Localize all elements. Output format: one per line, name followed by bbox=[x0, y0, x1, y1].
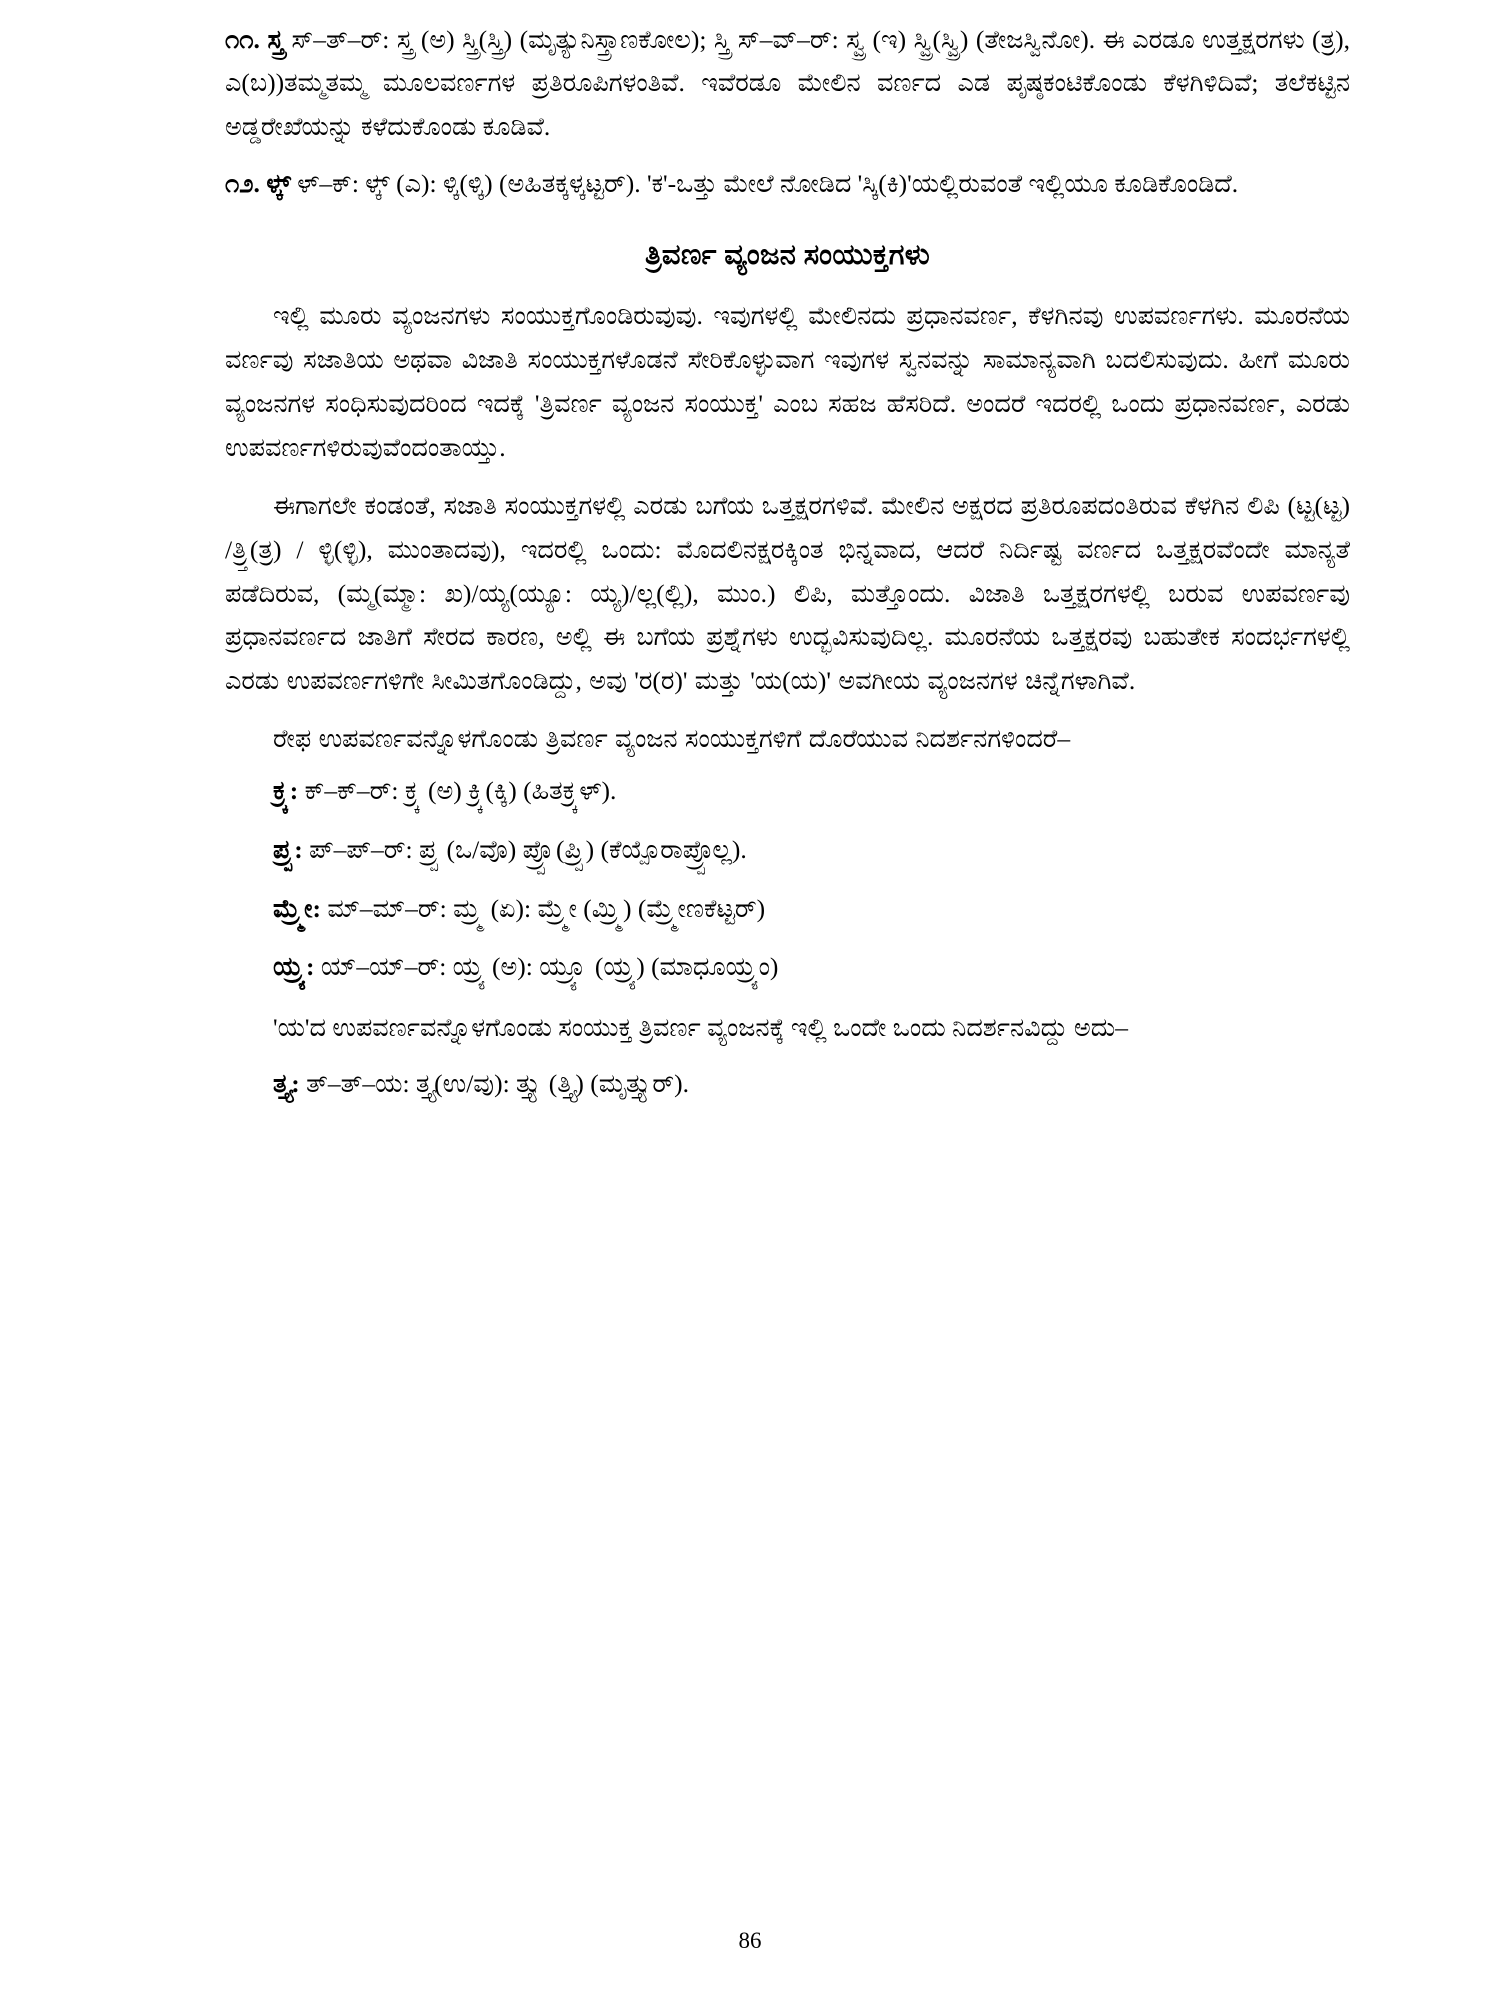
example-text: ಪ್–ಪ್–ರ್: ಪ್ರ್ಪ (ಒ/ವೊ) ಪ್ರ್ಪೊ(ಪ್ರ್ಪಿ) (ಕೆಯ್ಪೊರಾಪ್ರ್ಪೊಲ್ಲ). bbox=[309, 834, 747, 864]
body-paragraph-3: ರೇಫ ಉಪವರ್ಣವನ್ನೊಳಗೊಂಡು ತ್ರಿವರ್ಣ ವ್ಯಂಜನ ಸಂಯುಕ್ತಗಳಿಗೆ ದೊರೆಯುವ ನಿದರ್ಶನಗಳಿಂದರೆ– bbox=[273, 724, 1071, 754]
entry-headword: ಳ್ಕ್ bbox=[266, 169, 291, 199]
example-list bbox=[225, 771, 1350, 988]
final-example bbox=[225, 1064, 1350, 1105]
example-head: ಮ್ರ್ಮೇ: bbox=[273, 893, 321, 923]
example-head: ಪ್ರ್ಪ: bbox=[273, 834, 303, 864]
entry-number: ೧೨. bbox=[225, 169, 260, 199]
numbered-entry-12 bbox=[225, 162, 1350, 205]
entry-body: ಸ್–ತ್–ರ್: ಸ್ತ್ರ (ಅ) ಸ್ತ್ರಿ(ಸ್ತ್ರಿ) (ಮೃತ್ಯುನಿಸ್ತ್ರಾಣಕೋಲ); ಸ್ತ್ರಿ ಸ್–ವ್–ರ್: ಸ್ವ್ರ (ಇ) ಸ್ವ್ರಿ(ಸ್ವ್ರಿ) (ತೇಜಸ್ವಿನೋ). ಈ ಎರಡೂ ಉತ್ತಕ್ಷರಗಳು (ತ್ರ), ಎ(ಬ))ತಮ್ಮತಮ್ಮ ಮೂಲವರ್ಣಗಳ ಪ್ರತಿರೂಪಿಗಳಂತಿವೆ. ಇವೆರಡೂ ಮೇಲಿನ ವರ್ಣದ ಎಡ ಪೃಷ್ಠಕಂಟಿಕೊಂಡು ಕೆಳಗಿಳಿದಿವೆ; ತಲೆಕಟ್ಟಿನ ಅಡ್ಡರೇಖೆಯನ್ನು ಕಳೆದುಕೊಂಡು ಕೂಡಿವೆ. bbox=[225, 25, 1351, 141]
example-head: ತ್ತ್ಯ: bbox=[273, 1069, 300, 1099]
example-text: ಯ್–ಯ್–ರ್: ಯ್ರ್ಯ (ಅ): ಯ್ರ್ಯೂ (ಯ್ರ್ಯ) (ಮಾಧೂಯ್ರ್ಯಂ) bbox=[320, 952, 779, 982]
list-item bbox=[225, 830, 1350, 871]
example-head: ಯ್ರ್ಯ: bbox=[273, 952, 315, 982]
section-title: ತ್ರಿವರ್ಣ ವ್ಯಂಜನ ಸಂಯುಕ್ತಗಳು bbox=[645, 239, 930, 272]
example-text: ಮ್–ಮ್–ರ್: ಮ್ರ್ಮ (ಏ): ಮ್ರ್ಮೇ (ಮ್ರ್ಮಿ) (ಮ್ರ್ಮೇಣಕೆಟ್ಟರ್) bbox=[327, 893, 766, 923]
numbered-entry-11 bbox=[225, 18, 1350, 148]
entry-headword: ಸ್ತ್ರ bbox=[267, 25, 284, 54]
page-number: 86 bbox=[738, 1928, 762, 1953]
list-item bbox=[225, 889, 1350, 930]
list-item bbox=[225, 947, 1350, 988]
closing-paragraph: 'ಯ'ದ ಉಪವರ್ಣವನ್ನೊಳಗೊಂಡು ಸಂಯುಕ್ತ ತ್ರಿವರ್ಣ ವ್ಯಂಜನಕ್ಕೆ ಇಲ್ಲಿ ಒಂದೇ ಒಂದು ನಿದರ್ಶನವಿದ್ದು ಅದು– bbox=[273, 1013, 1129, 1043]
example-text: ತ್–ತ್–ಯ: ತ್ತ್ಯ(ಉ/ವು): ತ್ತ್ಯು (ತ್ತ್ಯಿ) (ಮೃತ್ತ್ಯುರ್). bbox=[306, 1069, 689, 1099]
body-paragraph-1: ಇಲ್ಲಿ ಮೂರು ವ್ಯಂಜನಗಳು ಸಂಯುಕ್ತಗೊಂಡಿರುವುವು. ಇವುಗಳಲ್ಲಿ ಮೇಲಿನದು ಪ್ರಧಾನವರ್ಣ, ಕೆಳಗಿನವು ಉಪವರ್ಣಗಳು. ಮೂರನೆಯ ವರ್ಣವು ಸಜಾತಿಯ ಅಥವಾ ವಿಜಾತಿ ಸಂಯುಕ್ತಗಳೊಡನೆ ಸೇರಿಕೊಳ್ಳುವಾಗ ಇವುಗಳ ಸ್ವನವನ್ನು ಸಾಮಾನ್ಯವಾಗಿ ಬದಲಿಸುವುದು. ಹೀಗೆ ಮೂರು ವ್ಯಂಜನಗಳ ಸಂಧಿಸುವುದರಿಂದ ಇದಕ್ಕೆ 'ತ್ರಿವರ್ಣ ವ್ಯಂಜನ ಸಂಯುಕ್ತ' ಎಂಬ ಸಹಜ ಹೆಸರಿದೆ. ಅಂದರೆ ಇದರಲ್ಲಿ ಒಂದು ಪ್ರಧಾನವರ್ಣ, ಎರಡು ಉಪವರ್ಣಗಳಿರುವುವೆಂದಂತಾಯ್ತು. bbox=[225, 301, 1350, 462]
example-head: ಕ್ರ್ಕ: bbox=[273, 775, 299, 805]
list-item bbox=[225, 771, 1350, 812]
body-paragraph-2: ಈಗಾಗಲೇ ಕಂಡಂತೆ, ಸಜಾತಿ ಸಂಯುಕ್ತಗಳಲ್ಲಿ ಎರಡು ಬಗೆಯ ಒತ್ತಕ್ಷರಗಳಿವೆ. ಮೇಲಿನ ಅಕ್ಷರದ ಪ್ರತಿರೂಪದಂತಿರುವ ಕೆಳಗಿನ ಲಿಪಿ (ಟ್ಟ(ಟ್ಟ) /ತ್ರ್ತಿ(ತ್ರ) / ಳ್ಳಿ(ಳ್ಳಿ), ಮುಂತಾದವು), ಇದರಲ್ಲಿ ಒಂದು: ಮೊದಲಿನಕ್ಷರಕ್ಕಿಂತ ಭಿನ್ನವಾದ, ಆದರೆ ನಿರ್ದಿಷ್ಟ ವರ್ಣದ ಒತ್ತಕ್ಷರವೆಂದೇ ಮಾನ್ಯತೆ ಪಡೆದಿರುವ, (ಮ್ಮ(ಮ್ಮಾ: ಖ)/ಯ್ಯ(ಯ್ಯೂ: ಯ್ಯ)/ಲ್ಲ(ಲ್ಲಿ), ಮುಂ.) ಲಿಪಿ, ಮತ್ತೊಂದು. ವಿಜಾತಿ ಒತ್ತಕ್ಷರಗಳಲ್ಲಿ ಬರುವ ಉಪವರ್ಣವು ಪ್ರಧಾನವರ್ಣದ ಜಾತಿಗೆ ಸೇರದ ಕಾರಣ, ಅಲ್ಲಿ ಈ ಬಗೆಯ ಪ್ರಶ್ನೆಗಳು ಉದ್ಭವಿಸುವುದಿಲ್ಲ. ಮೂರನೆಯ ಒತ್ತಕ್ಷರವು ಬಹುತೇಕ ಸಂದರ್ಭಗಳಲ್ಲಿ ಎರಡು ಉಪವರ್ಣಗಳಿಗೇ ಸೀಮಿತಗೊಂಡಿದ್ದು, ಅವು 'ರ(ರ)' ಮತ್ತು 'ಯ(ಯ)' ಅವಗೀಯ ವ್ಯಂಜನಗಳ ಚಿನ್ನೆಗಳಾಗಿವೆ. bbox=[225, 490, 1350, 696]
example-text: ಕ್–ಕ್–ರ್: ಕ್ರ್ಕ (ಅ) ಕ್ರ್ಕಿ(ಕ್ಕಿ) (ಹಿತಕ್ರ್ಕಳ್). bbox=[304, 775, 617, 805]
entry-number: ೧೧. bbox=[225, 25, 260, 54]
entry-body: ಳ್–ಕ್: ಳ್ಕ್ (ಎ): ಳ್ಕಿ(ಳ್ಕಿ) (ಅಹಿತಕ್ಕಳ್ಕಟ್ಟರ್). 'ಕ'-ಒತ್ತು ಮೇಲೆ ನೋಡಿದ 'ಸ್ಕಿ(ಕಿ)'ಯಲ್ಲಿರುವಂತೆ ಇಲ್ಲಿಯೂ ಕೂಡಿಕೊಂಡಿದೆ. bbox=[297, 169, 1239, 199]
